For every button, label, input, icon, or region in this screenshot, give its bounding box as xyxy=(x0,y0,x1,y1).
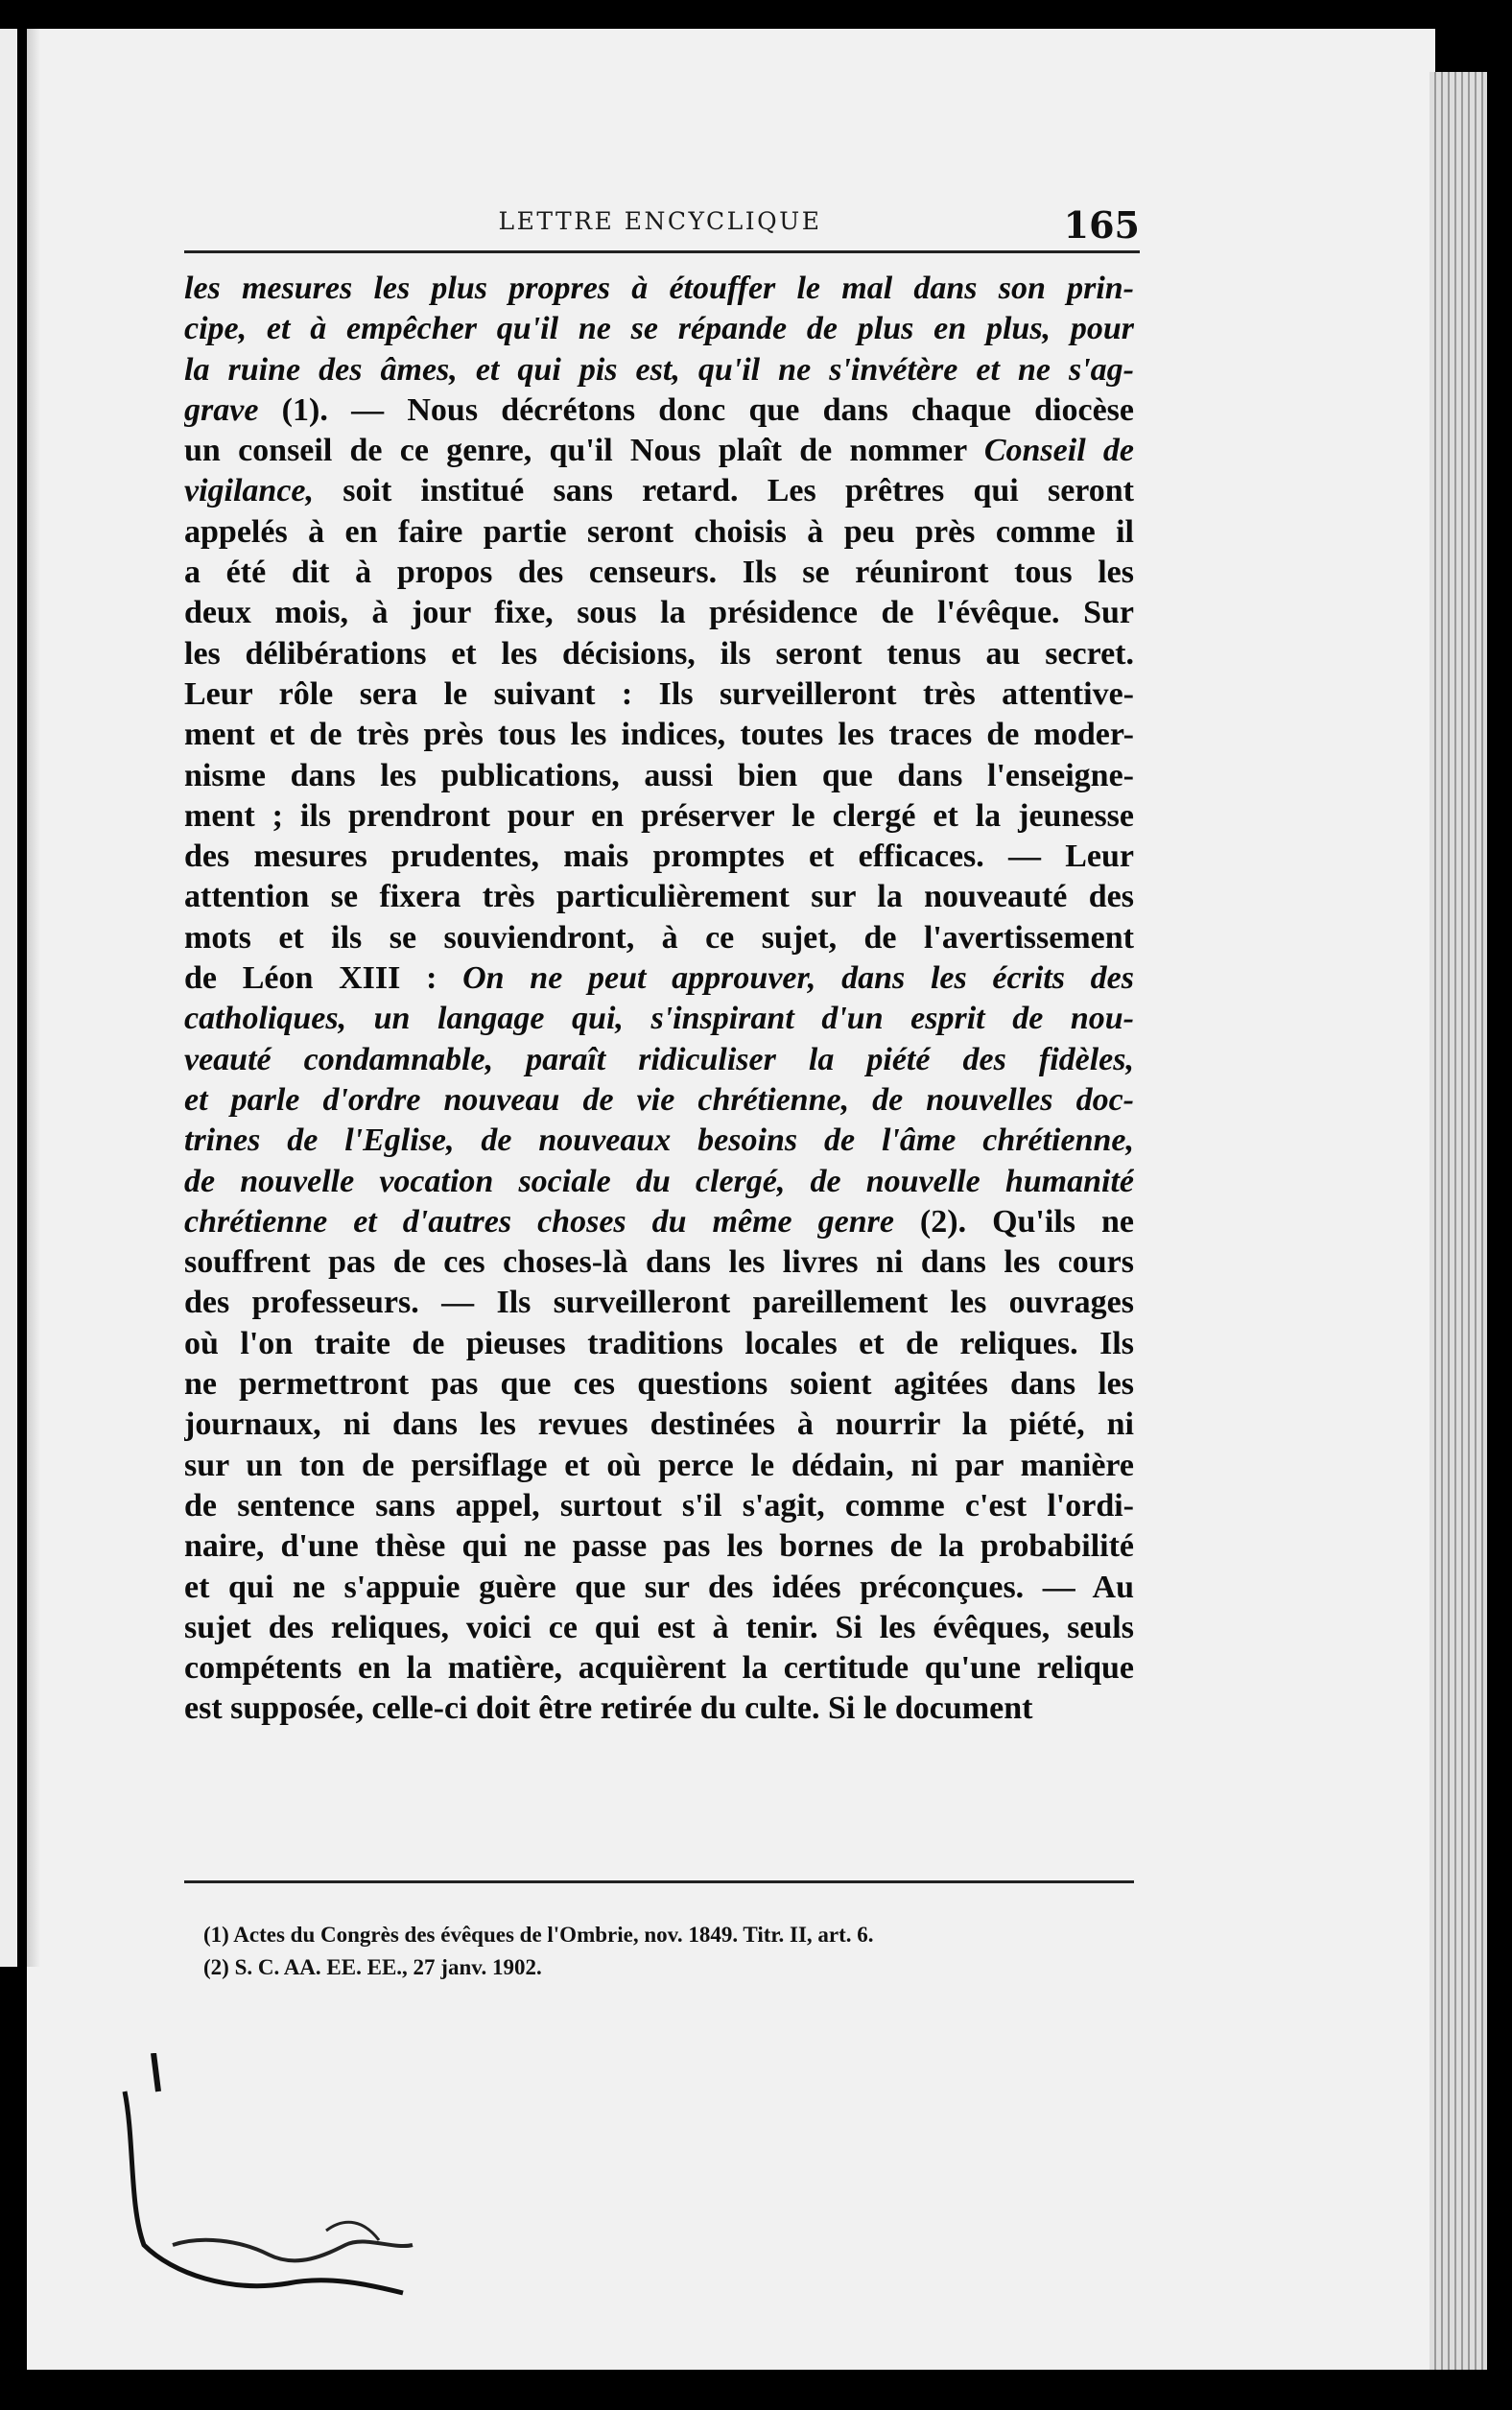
adjacent-page-edge xyxy=(0,29,17,1967)
italic-segment: catholiques, un langage qui, s'inspirant d'un esprit de nou- xyxy=(184,1001,1134,1037)
roman-segment: sur un ton de persiflage et où perce le dédain, ni par manière xyxy=(184,1447,1134,1483)
text-line xyxy=(184,634,1134,674)
text-line xyxy=(184,1364,1134,1405)
roman-segment: naire, d'une thèse qui ne passe pas les bornes de la probabilité xyxy=(184,1528,1134,1565)
roman-segment: journaux, ni dans les revues destinées à nourrir la piété, ni xyxy=(184,1406,1134,1443)
text-line xyxy=(184,1162,1134,1202)
text-line xyxy=(184,1486,1134,1526)
roman-segment: (2). Qu'ils ne xyxy=(893,1203,1134,1240)
roman-segment: soit institué sans retard. Les prêtres qui seront xyxy=(314,473,1134,509)
italic-segment: cipe, et à empêcher qu'il ne se répande de plus en plus, pour xyxy=(184,311,1134,347)
text-line xyxy=(184,390,1134,431)
header-rule xyxy=(184,250,1140,253)
roman-segment: souffrent pas de ces choses-là dans les livres ni dans les cours xyxy=(184,1244,1134,1281)
text-line xyxy=(184,1689,1134,1729)
text-line xyxy=(184,269,1134,309)
footnote-rule xyxy=(184,1880,1134,1883)
roman-segment: un conseil de ce genre, qu'il Nous plaît de nommer xyxy=(184,433,984,469)
roman-segment: nisme dans les publications, aussi bien que dans l'enseigne- xyxy=(184,757,1134,793)
roman-segment: de sentence sans appel, surtout s'il s'agit, comme c'est l'ordi- xyxy=(184,1487,1134,1524)
italic-segment: trines de l'Eglise, de nouveaux besoins de l'âme chrétienne, xyxy=(184,1122,1134,1159)
italic-segment: chrétienne et d'autres choses du même genre xyxy=(184,1203,894,1240)
text-line xyxy=(184,756,1134,796)
roman-segment: ment et de très près tous les indices, toutes les traces de moder- xyxy=(184,717,1134,753)
text-line xyxy=(184,1526,1134,1567)
italic-segment: On ne peut approuver, dans les écrits des xyxy=(462,960,1134,997)
page-stack-edges xyxy=(1429,72,1487,2370)
text-line xyxy=(184,1568,1134,1608)
gutter-shadow xyxy=(27,29,40,1967)
roman-segment: des mesures prudentes, mais promptes et efficaces. — Leur xyxy=(184,839,1134,875)
text-line xyxy=(184,918,1134,958)
text-line xyxy=(184,958,1134,999)
roman-segment: attention se fixera très particulièrement sur la nouveauté des xyxy=(184,879,1134,915)
text-line xyxy=(184,999,1134,1039)
roman-segment: les délibérations et les décisions, ils seront tenus au secret. xyxy=(184,635,1134,672)
text-line xyxy=(184,512,1134,553)
roman-segment: mots et ils se souviendront, à ce sujet, de l'avertissement xyxy=(184,919,1134,956)
roman-segment: des professeurs. — Ils surveilleront pareillement les ouvrages xyxy=(184,1285,1134,1321)
roman-segment: a été dit à propos des censeurs. Ils se réuniront tous les xyxy=(184,555,1134,591)
italic-segment: grave xyxy=(184,391,259,428)
roman-segment: Leur rôle sera le suivant : Ils surveilleront très attentive- xyxy=(184,675,1134,712)
text-line xyxy=(184,877,1134,917)
text-line xyxy=(184,350,1134,390)
body-text xyxy=(184,269,1134,1730)
text-line xyxy=(184,674,1134,715)
text-line xyxy=(184,1283,1134,1323)
italic-segment: veauté condamnable, paraît ridiculiser la piété des fidèles, xyxy=(184,1041,1134,1077)
text-line xyxy=(184,1121,1134,1161)
text-line xyxy=(184,553,1134,593)
text-line xyxy=(184,1242,1134,1283)
text-line xyxy=(184,593,1134,633)
italic-segment: les mesures les plus propres à étouffer le mal dans son prin- xyxy=(184,271,1134,306)
running-title: LETTRE ENCYCLIQUE xyxy=(498,207,822,235)
text-line xyxy=(184,1202,1134,1242)
text-line xyxy=(184,1324,1134,1364)
roman-segment: ne permettront pas que ces questions soient agitées dans les xyxy=(184,1366,1134,1403)
roman-segment: (1). — Nous décrétons donc que dans chaque diocèse xyxy=(258,391,1134,428)
text-line xyxy=(184,1405,1134,1445)
roman-segment: et qui ne s'appuie guère que sur des idées préconçues. — Au xyxy=(184,1569,1134,1605)
italic-segment: et parle d'ordre nouveau de vie chrétienne, de nouvelles doc- xyxy=(184,1081,1134,1118)
roman-segment: sujet des reliques, voici ce qui est à tenir. Si les évêques, seuls xyxy=(184,1609,1134,1645)
roman-segment: appelés à en faire partie seront choisis à peu près comme il xyxy=(184,513,1134,550)
footnotes xyxy=(203,1919,1105,1984)
footnote-1: (1) Actes du Congrès des évêques de l'Ombrie, nov. 1849. Titr. II, art. 6. xyxy=(203,1923,874,1947)
text-line xyxy=(184,1608,1134,1648)
text-line xyxy=(184,309,1134,349)
text-line xyxy=(184,1040,1134,1080)
page-number: 165 xyxy=(1063,203,1140,247)
text-line xyxy=(184,431,1134,471)
roman-segment: de Léon XIII : xyxy=(184,960,463,997)
text-line xyxy=(184,1080,1134,1121)
italic-segment: la ruine des âmes, et qui pis est, qu'il ne s'invétère et ne s'ag- xyxy=(184,351,1134,388)
roman-segment: deux mois, à jour fixe, sous la présidence de l'évêque. Sur xyxy=(184,595,1134,631)
text-line xyxy=(184,837,1134,877)
page-header xyxy=(180,203,1140,248)
italic-segment: Conseil de xyxy=(983,433,1134,469)
roman-segment: compétents en la matière, acquièrent la certitude qu'une relique xyxy=(184,1650,1134,1687)
text-line xyxy=(184,471,1134,511)
roman-segment: où l'on traite de pieuses traditions locales et de reliques. Ils xyxy=(184,1325,1134,1361)
italic-segment: de nouvelle vocation sociale du clergé, de nouvelle humanité xyxy=(184,1163,1134,1199)
text-line xyxy=(184,796,1134,837)
footnote-2: (2) S. C. AA. EE. EE., 27 janv. 1902. xyxy=(203,1955,542,1979)
roman-segment: ment ; ils prendront pour en préserver le clergé et la jeunesse xyxy=(184,797,1134,834)
text-line xyxy=(184,1648,1134,1689)
text-line xyxy=(184,1446,1134,1486)
italic-segment: vigilance, xyxy=(184,473,315,509)
handwritten-mark xyxy=(115,2053,518,2303)
roman-segment: est supposée, celle-ci doit être retirée du culte. Si le document xyxy=(184,1690,1033,1727)
text-line xyxy=(184,715,1134,755)
